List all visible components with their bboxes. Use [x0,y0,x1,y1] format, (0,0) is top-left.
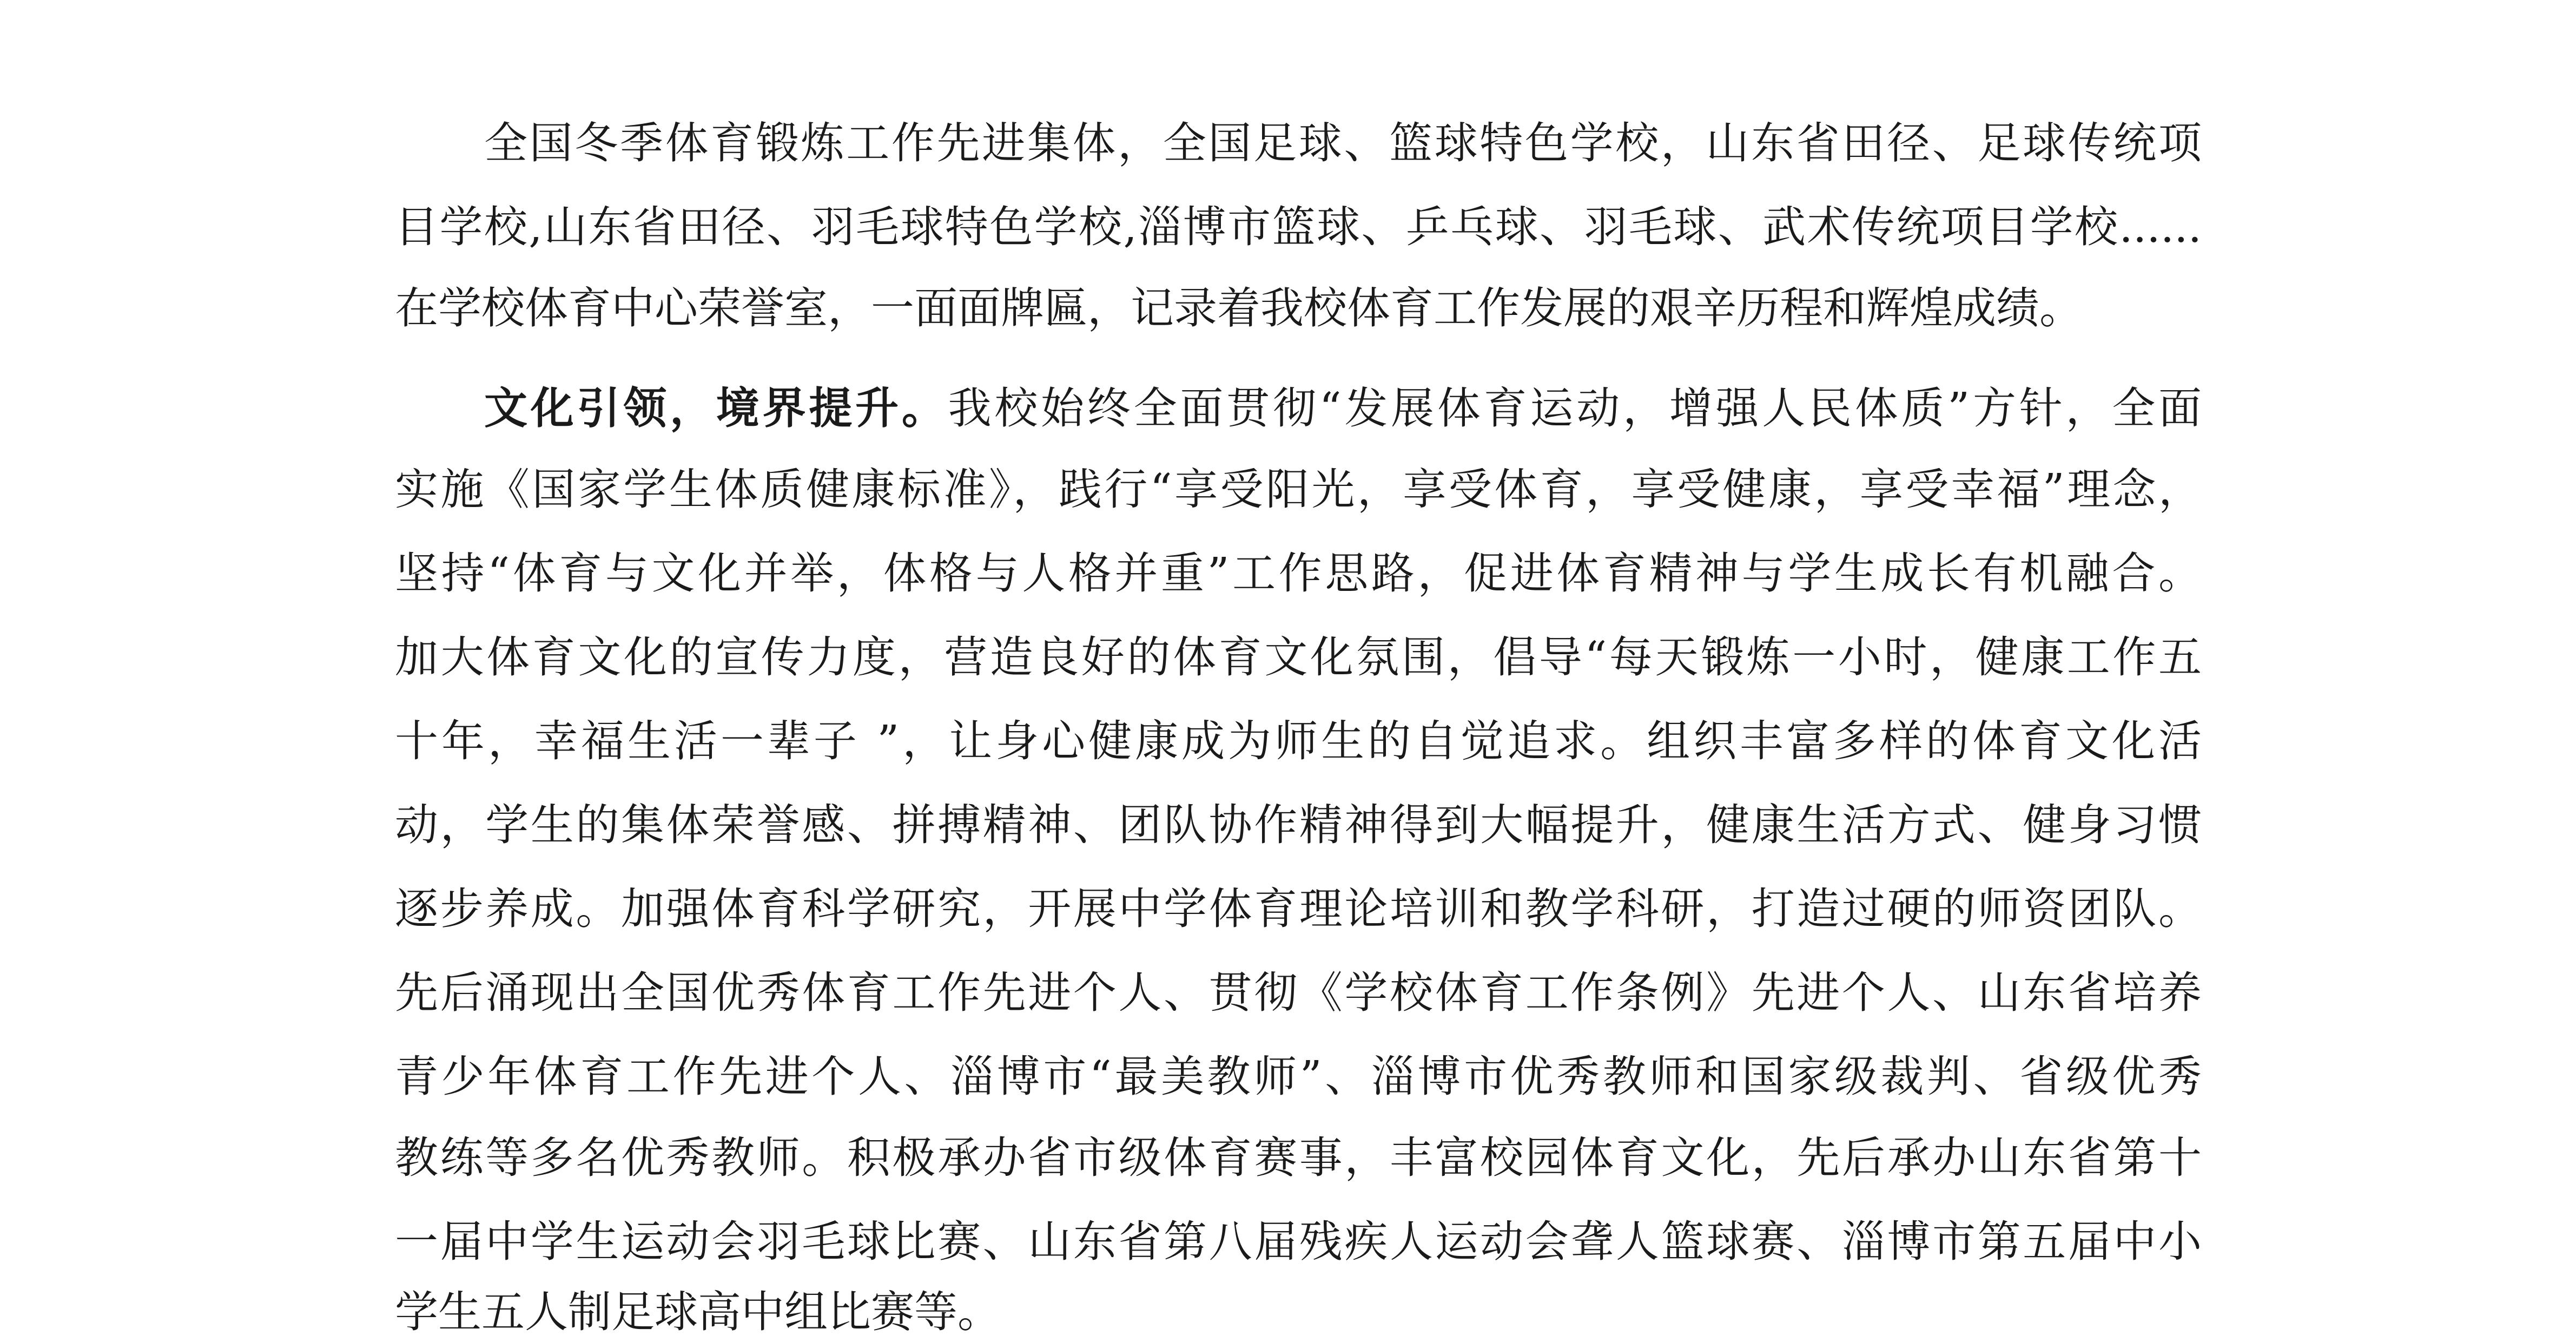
paragraph-2-line-9: 青少年体育工作先进个人、淄博市“最美教师”、淄博市优秀教师和国家级裁判、省级优秀 [395,1051,2202,1102]
paragraph-2-line-6: 动，学生的集体荣誉感、拼搏精神、团队协作精神得到大幅提升，健康生活方式、健身习惯 [395,800,2202,850]
paragraph-2-line-10: 教练等多名优秀教师。积极承办省市级体育赛事，丰富校园体育文化，先后承办山东省第十 [395,1133,2202,1183]
paragraph-2-line-7: 逐步养成。加强体育科学研究，开展中学体育理论培训和教学科研，打造过硬的师资团队。 [395,884,2202,934]
paragraph-2-line-4: 加大体育文化的宣传力度，营造良好的体育文化氛围，倡导“每天锻炼一小时，健康工作五 [395,632,2202,682]
paragraph-2-line-3: 坚持“体育与文化并举，体格与人格并重”工作思路，促进体育精神与学生成长有机融合。 [395,548,2202,598]
paragraph-1-line-2: 目学校,山东省田径、羽毛球特色学校,淄博市篮球、乒乓球、羽毛球、武术传统项目学校...... [395,202,2202,252]
paragraph-2-line-2: 实施《国家学生体质健康标准》，践行“享受阳光，享受体育，享受健康，享受幸福”理念， [395,464,2202,515]
paragraph-2-line-12: 学生五人制足球高中组比赛等。 [395,1287,1001,1337]
paragraph-2-line-1 [484,381,2202,436]
paragraph-2-lead-heading: 文化引领，境界提升。 [484,383,948,433]
paragraph-2-line-11: 一届中学生运动会羽毛球比赛、山东省第八届残疾人运动会聋人篮球赛、淄博市第五届中小 [395,1216,2202,1267]
paragraph-2-line-5: 十年，幸福生活一辈子 ”，让身心健康成为师生的自觉追求。组织丰富多样的体育文化活 [395,716,2202,766]
paragraph-1-line-1: 全国冬季体育锻炼工作先进集体，全国足球、篮球特色学校，山东省田径、足球传统项 [484,118,2202,168]
paragraph-2-line-1-text: 我校始终全面贯彻“发展体育运动，增强人民体质”方针，全面 [948,383,2202,433]
paragraph-1-line-3: 在学校体育中心荣誉室，一面面牌匾，记录着我校体育工作发展的艰辛历程和辉煌成绩。 [395,283,2083,333]
paragraph-2-line-8: 先后涌现出全国优秀体育工作先进个人、贯彻《学校体育工作条例》先进个人、山东省培养 [395,968,2202,1018]
